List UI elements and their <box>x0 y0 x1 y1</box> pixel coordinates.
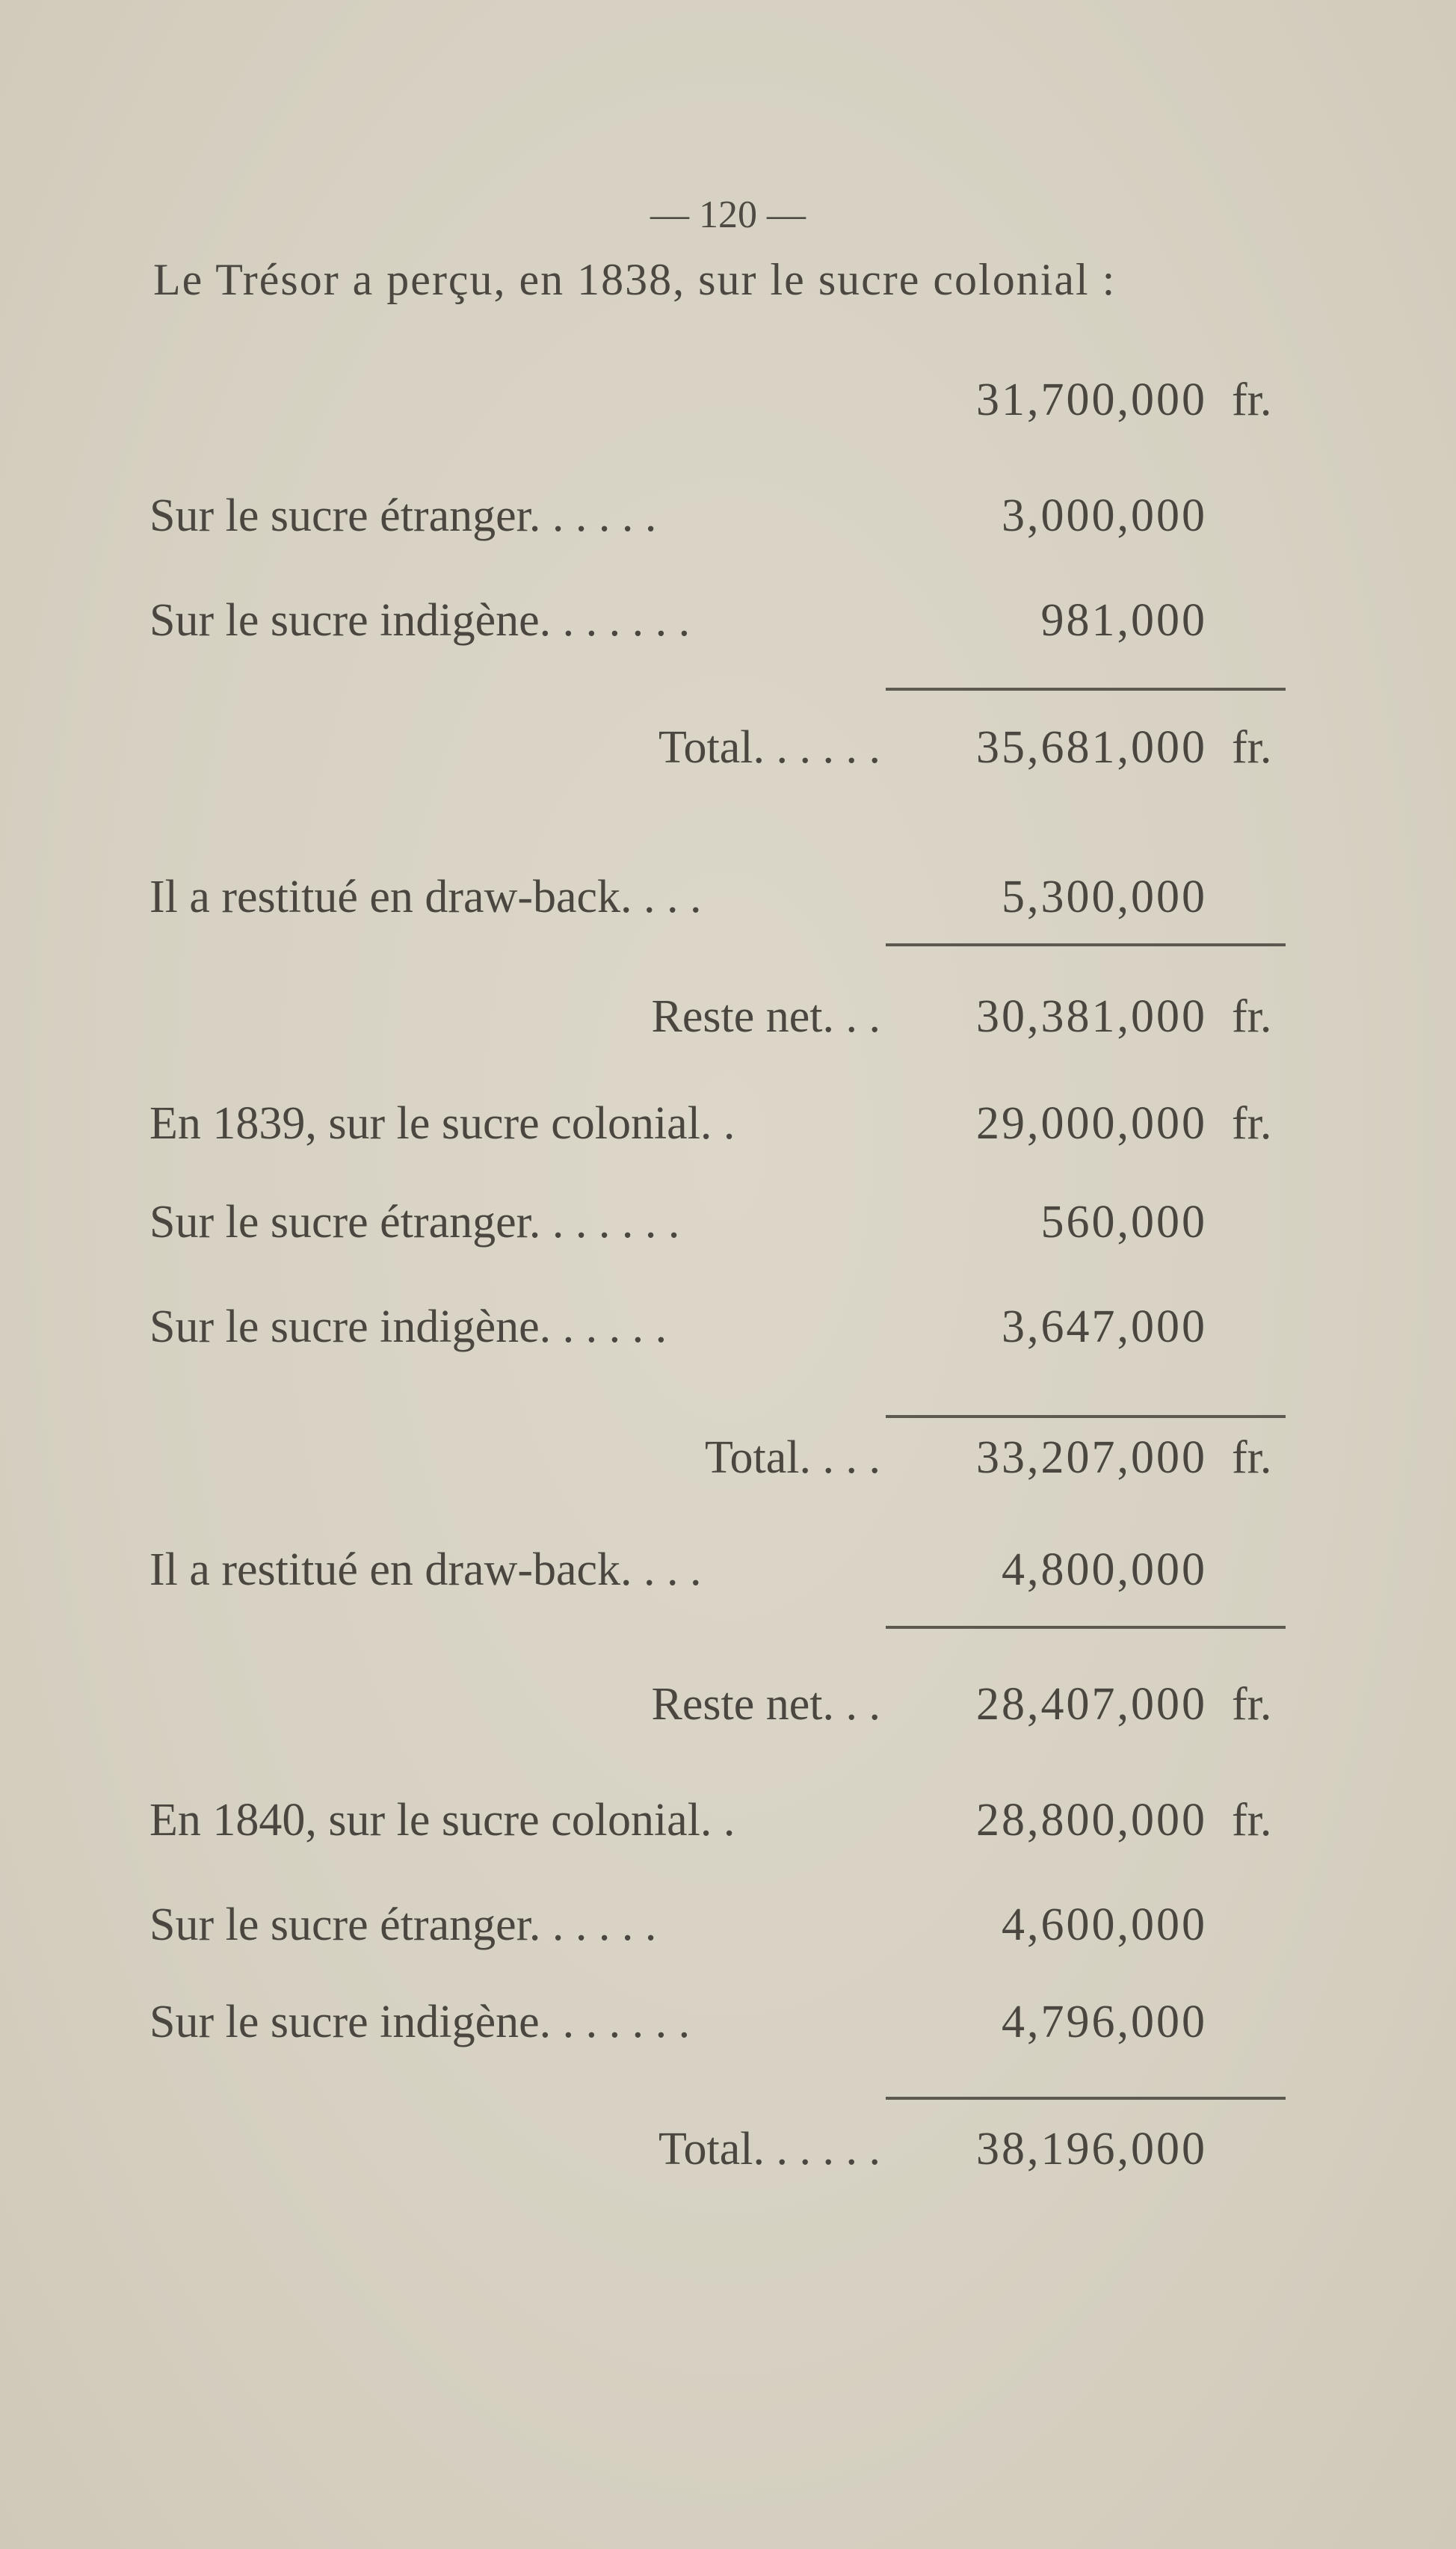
amount-1838-colonial: 31,700,000 <box>976 375 1207 425</box>
unit-label: fr. <box>1232 991 1272 1042</box>
amount-1838-drawback: 5,300,000 <box>1002 872 1207 922</box>
amount-1840-domestic: 4,796,000 <box>1002 1997 1207 2047</box>
label-1840-foreign: Sur le sucre étranger. . . . . . <box>149 1899 657 1950</box>
label-1840-total: Total. . . . . . <box>658 2124 880 2174</box>
label-1840-colonial: En 1840, sur le sucre colonial. . <box>149 1795 735 1846</box>
sum-rule <box>886 943 1286 946</box>
label-1838-domestic: Sur le sucre indigène. . . . . . . <box>149 595 691 646</box>
unit-label: fr. <box>1232 722 1272 773</box>
label-1838-foreign: Sur le sucre étranger. . . . . . <box>149 490 657 541</box>
sum-rule <box>886 1626 1286 1629</box>
intro-line: Le Trésor a perçu, en 1838, sur le sucre colonial : <box>153 255 1117 304</box>
amount-1839-foreign: 560,000 <box>1040 1197 1207 1248</box>
label-1840-domestic: Sur le sucre indigène. . . . . . . <box>149 1997 691 2047</box>
amount-1839-domestic: 3,647,000 <box>1002 1301 1207 1352</box>
label-1838-net: Reste net. . . <box>651 991 880 1042</box>
amount-1838-net: 30,381,000 <box>976 991 1207 1042</box>
amount-1838-foreign: 3,000,000 <box>1002 490 1207 541</box>
unit-label: fr. <box>1232 1795 1272 1846</box>
amount-1839-colonial: 29,000,000 <box>976 1098 1207 1149</box>
label-1839-colonial: En 1839, sur le sucre colonial. . <box>149 1098 735 1149</box>
label-1838-total: Total. . . . . . <box>658 722 880 773</box>
amount-1839-drawback: 4,800,000 <box>1002 1544 1207 1595</box>
amount-1840-colonial: 28,800,000 <box>976 1795 1207 1846</box>
label-1839-domestic: Sur le sucre indigène. . . . . . <box>149 1301 667 1352</box>
amount-1838-total: 35,681,000 <box>976 722 1207 773</box>
amount-1839-net: 28,407,000 <box>976 1679 1207 1730</box>
label-1839-foreign: Sur le sucre étranger. . . . . . . <box>149 1197 680 1248</box>
label-1838-drawback: Il a restitué en draw-back. . . . <box>149 872 702 922</box>
unit-label: fr. <box>1232 1679 1272 1730</box>
sum-rule <box>886 688 1286 691</box>
amount-1838-domestic: 981,000 <box>1040 595 1207 646</box>
amount-1840-total: 38,196,000 <box>976 2124 1207 2174</box>
amount-1840-foreign: 4,600,000 <box>1002 1899 1207 1950</box>
unit-label: fr. <box>1232 1432 1272 1483</box>
label-1839-drawback: Il a restitué en draw-back. . . . <box>149 1544 702 1595</box>
unit-label: fr. <box>1232 1098 1272 1149</box>
amount-1839-total: 33,207,000 <box>976 1432 1207 1483</box>
label-1839-total: Total. . . . <box>704 1432 880 1483</box>
sum-rule <box>886 1415 1286 1418</box>
label-1839-net: Reste net. . . <box>651 1679 880 1730</box>
unit-label: fr. <box>1232 375 1272 425</box>
sum-rule <box>886 2097 1286 2100</box>
page-number: — 120 — <box>650 194 806 236</box>
